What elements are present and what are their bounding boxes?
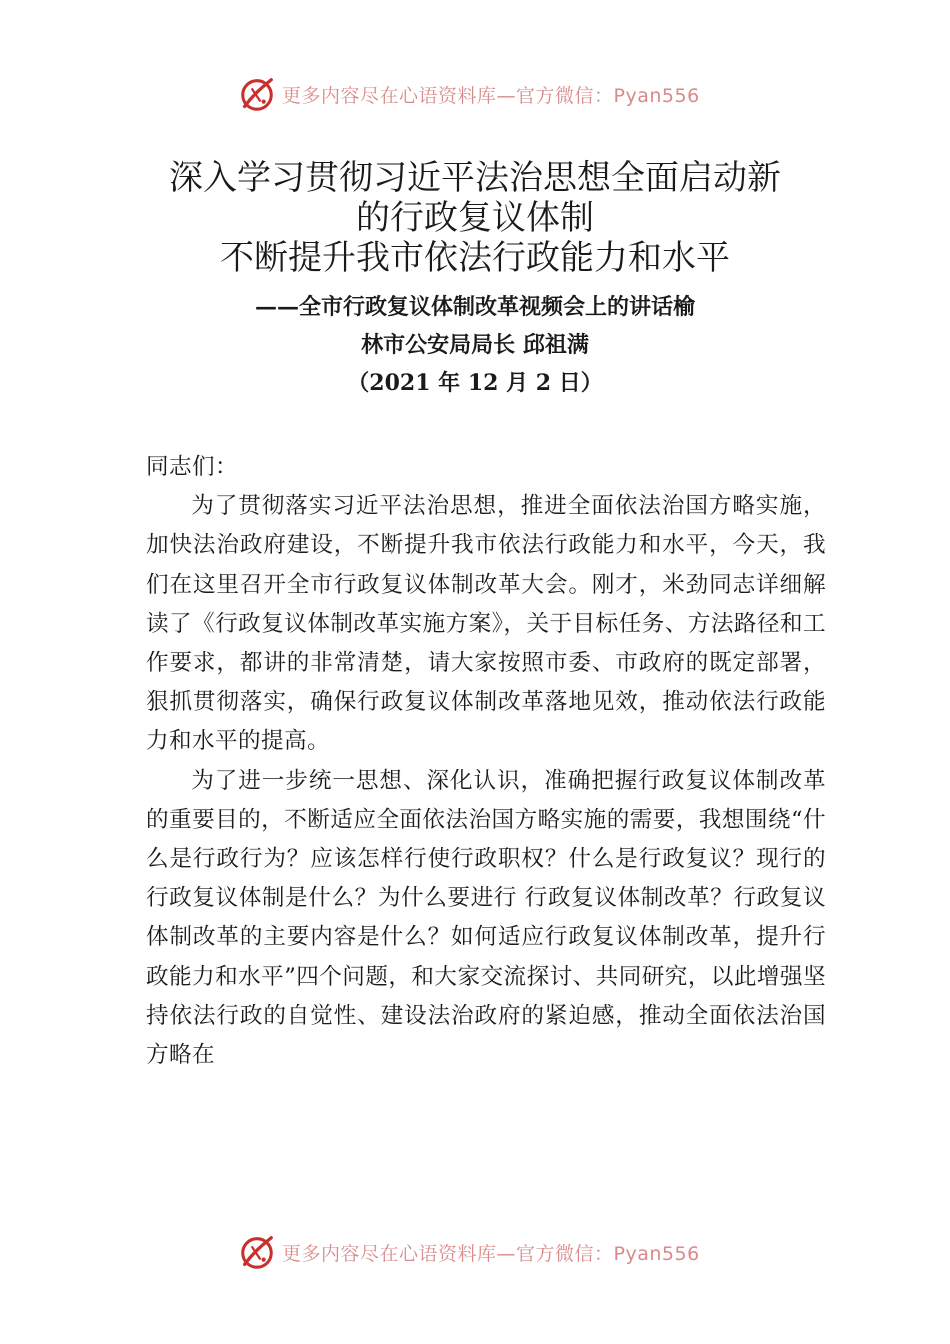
- subtitle-event: ——全市行政复议体制改革视频会上的讲话榆: [254, 294, 695, 320]
- watermark-footer: [238, 1232, 758, 1272]
- ink-brush-logo-icon: [238, 1233, 276, 1271]
- ink-brush-logo-icon: [238, 75, 276, 113]
- title-line-3: 不断提升我市依法行政能力和水平: [220, 238, 730, 278]
- watermark-text: 更多内容尽在心语资料库—官方微信：Pyan556: [282, 1242, 700, 1265]
- document-title: [60, 158, 890, 278]
- document-subtitle: [60, 288, 890, 402]
- watermark-text: 更多内容尽在心语资料库—官方微信：Pyan556: [282, 84, 700, 107]
- paragraph-1: 为了贯彻落实习近平法治思想，推进全面依法治国方略实施，加快法治政府建设，不断提升我市依法行政能力和水平，今天，我们在这里召开全市行政复议体制改革大会。刚才，米劲同志详细解读了《行政复议体制改革实施方案》，关于目标任务、方法路径和工作要求，都讲的非常清楚，请大家按照市委、市政府的既定部署，狠抓贯彻落实，确保行政复议体制改革落地见效，推动依法行政能力和水平的提高。: [146, 493, 826, 755]
- title-line-2: 的行政复议体制: [356, 198, 594, 238]
- paragraph-2: 为了进一步统一思想、深化认识，准确把握行政复议体制改革的重要目的，不断适应全面依法治国方略实施的需要，我想围绕“什么是行政行为？应该怎样行使行政职权？什么是行政复议？现行的行政复议体制是什么？为什么要进行 行政复议体制改革？行政复议体制改革的主要内容是什么？如何适应行政复议体制改革，提升行政能力和水平”四个问题，和大家交流探讨、共同研究，以此增强坚持依法行政的自觉性、建设法治政府的紧迫感，推动全面依法治国方略在: [146, 767, 826, 1069]
- speech-body: [146, 448, 826, 1075]
- watermark-header: [238, 74, 758, 114]
- subtitle-speaker: 林市公安局局长 邱祖满: [361, 332, 589, 358]
- title-line-1: 深入学习贯彻习近平法治思想全面启动新: [169, 158, 781, 198]
- greeting: 同志们：: [146, 454, 238, 480]
- subtitle-date: （2021 年 12 月 2 日）: [347, 370, 603, 396]
